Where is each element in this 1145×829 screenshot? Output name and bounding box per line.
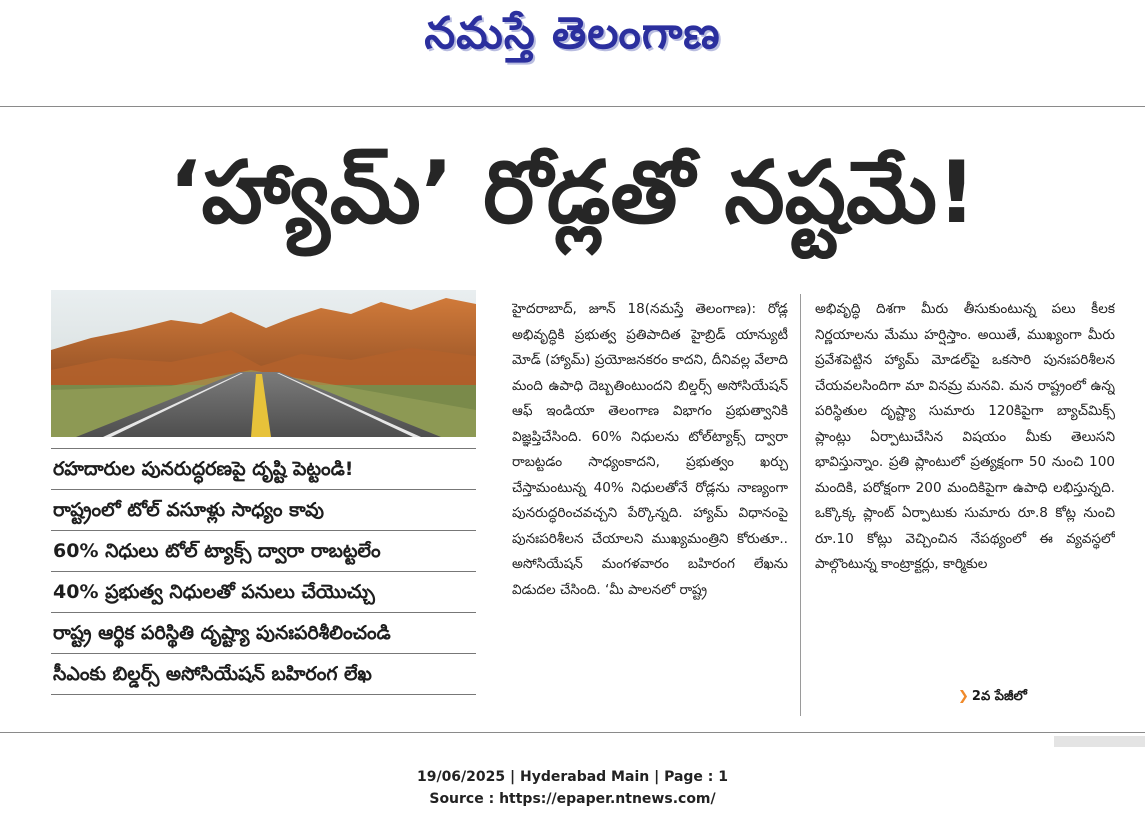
footer	[0, 766, 1145, 810]
footer-edition-info: 19/06/2025 | Hyderabad Main | Page : 1	[416, 769, 729, 785]
chevron-right-icon: ❯	[958, 689, 969, 704]
highlight-item: రాష్ట్ర ఆర్థిక పరిస్థితి దృష్ట్యా పునఃపరిశీలించండి	[51, 612, 476, 653]
highlight-item: 60% నిధులు టోల్ ట్యాక్స్ ద్వారా రాబట్టలేం	[51, 530, 476, 571]
masthead-title: నమస్తే తెలంగాణ	[424, 8, 721, 59]
highlight-item: 40% ప్రభుత్వ నిధులతో పనులు చేయొచ్చు	[51, 571, 476, 612]
column-divider	[800, 294, 801, 716]
highlight-item: రాష్ట్రంలో టోల్ వసూళ్లు సాధ్యం కావు	[51, 489, 476, 530]
highlights-list	[51, 448, 476, 695]
headline: ‘హ్యామ్’ రోడ్లతో నష్టమే!	[168, 143, 977, 243]
article-body-column-2: అభివృద్ధి దిశగా మీరు తీసుకుంటున్న పలు కీలక నిర్ణయాలను మేము హర్షిస్తాం. అయితే, ముఖ్యంగా మీరు ప్రవేశపెట్టిన హ్యామ్ మోడల్‌పై ఒకసారి పునఃపరిశీలన చేయవలసిందిగా మా వినమ్ర మనవి. మన రాష్ట్రంలో ఉన్న పరిస్థితుల దృష్ట్యా సుమారు 120కిపైగా బ్యాచ్‌మిక్స్ ప్లాంట్లు ఏర్పాటుచేసిన విషయం మీకు తెలుసని భావిస్తున్నాం. ప్రతి ప్లాంటులో ప్రత్యక్షంగా 50 నుంచి 100 మందికి, పరోక్షంగా 200 మందికిపైగా ఉపాధి లభిస్తున్నది. ఒక్కొక్క ప్లాంట్ ఏర్పాటుకు సుమారు రూ.8 కోట్ల నుంచి రూ.10 కోట్లు వెచ్చించిన నేపథ్యంలో ఈ వ్యవస్థలో పాల్గొంటున్న కాంట్రాక్టర్లు, కార్మికుల	[815, 301, 1115, 572]
highlight-item: రహదారుల పునరుద్ధరణపై దృష్టి పెట్టండి!	[51, 448, 476, 489]
highlight-item: సీఎంకు బిల్డర్స్ అసోసియేషన్ బహిరంగ లేఖ	[51, 653, 476, 695]
road-photo	[51, 290, 476, 437]
continued-label: 2వ పేజీలో	[971, 689, 1027, 704]
page-edge-tab	[1054, 736, 1145, 747]
footer-source-link[interactable]: Source : https://epaper.ntnews.com/	[429, 791, 716, 807]
continued-on-page[interactable]	[958, 689, 1027, 707]
article-body-column-1: హైదరాబాద్, జూన్ 18(నమస్తే తెలంగాణ): రోడ్ల అభివృద్ధికి ప్రభుత్వ ప్రతిపాదిత హైబ్రిడ్ యాన్యుటీ మోడ్ (హ్యామ్) ప్రయోజనకరం కాదని, దీనివల్ల వేలాది మంది ఉపాధి దెబ్బతింటుందని బిల్డర్స్ అసోసియేషన్ ఆఫ్ ఇండియా తెలంగాణ విభాగం ప్రభుత్వానికి విజ్ఞప్తిచేసింది. 60% నిధులను టోల్‌ట్యాక్స్ ద్వారా రాబట్టడం సాధ్యంకాదని, ప్రభుత్వం ఖర్చు చేస్తామంటున్న 40% నిధులతోనే రోడ్లను నాణ్యంగా పునరుద్ధరించవచ్చని పేర్కొన్నది. హ్యామ్ విధానంపై పునఃపరిశీలన చేయాలని ముఖ్యమంత్రిని కోరుతూ.. అసోసియేషన్ మంగళవారం బహిరంగ లేఖను విడుదల చేసింది. ‘మీ పాలనలో రాష్ట్ర	[512, 301, 788, 598]
top-divider	[0, 106, 1145, 107]
bottom-divider	[0, 732, 1145, 733]
masthead	[0, 8, 1145, 78]
